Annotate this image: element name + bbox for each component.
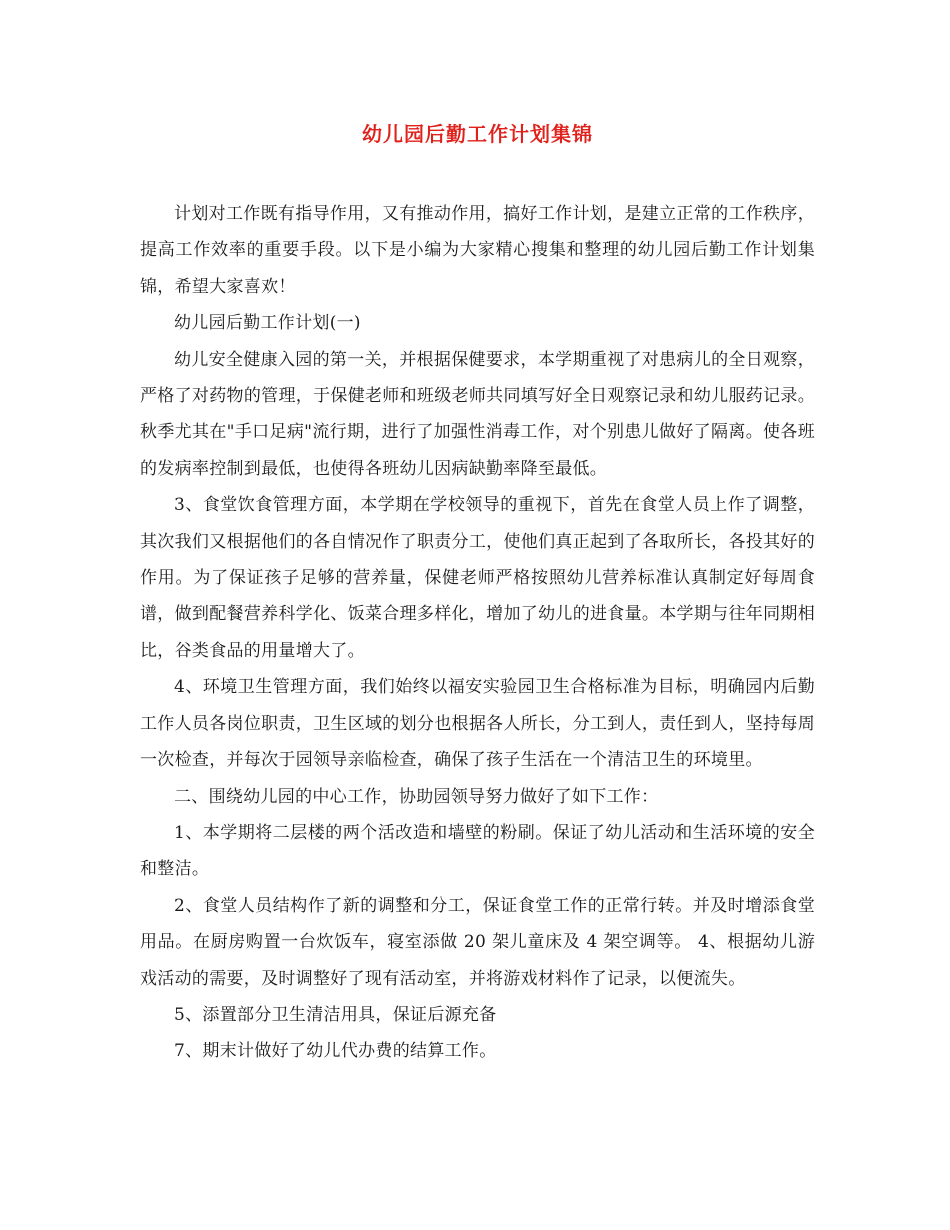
paragraph-item-1: 1、本学期将二层楼的两个活改造和墙壁的粉刷。保证了幼儿活动和生活环境的安全和整洁。 (140, 822, 815, 880)
document-title: 幼儿园后勤工作计划集锦 (362, 122, 593, 146)
paragraph-section-two: 二、围绕幼儿园的中心工作，协助园领导努力做好了如下工作： (174, 786, 659, 807)
paragraph-section-heading: 幼儿园后勤工作计划(一) (174, 313, 361, 334)
paragraph-item-5: 5、添置部分卫生清洁用具，保证后源充备 (174, 1004, 497, 1025)
paragraph-health-safety: 幼儿安全健康入园的第一关，并根据保健要求，本学期重视了对患病儿的全日观察，严格了对药物的管理，于保健老师和班级老师共同填写好全日观察记录和幼儿服药记录。秋季尤其在"手口足病"流行期，进行了加强性消毒工作，对个别患儿做好了隔离。使各班的发病率控制到最低，也使得各班幼儿因病缺勤率降至最低。 (140, 349, 815, 479)
paragraph-item-2: 2、食堂人员结构作了新的调整和分工，保证食堂工作的正常行转。并及时增添食堂用品。在厨房购置一台炊饭车，寝室添做 20 架儿童床及 4 架空调等。 4、根据幼儿游戏活动的需要，及时调整好了现有活动室，并将游戏材料作了记录，以便流失。 (140, 895, 815, 989)
paragraph-intro: 计划对工作既有指导作用，又有推动作用，搞好工作计划，是建立正常的工作秩序，提高工作效率的重要手段。以下是小编为大家精心搜集和整理的幼儿园后勤工作计划集锦，希望大家喜欢！ (140, 204, 815, 297)
paragraph-canteen: 3、食堂饮食管理方面，本学期在学校领导的重视下，首先在食堂人员上作了调整，其次我们又根据他们的各自情况作了职责分工，使他们真正起到了各取所长，各投其好的作用。为了保证孩子足够的营养量，保健老师严格按照幼儿营养标准认真制定好每周食谱，做到配餐营养科学化、饭菜合理多样化，增加了幼儿的进食量。本学期与往年同期相比，谷类食品的用量增大了。 (140, 495, 815, 661)
paragraph-item-7: 7、期末计做好了幼儿代办费的结算工作。 (174, 1041, 497, 1062)
paragraph-environment: 4、环境卫生管理方面，我们始终以福安实验园卫生合格标准为目标，明确园内后勤工作人员各岗位职责，卫生区域的划分也根据各人所长，分工到人，责任到人，坚持每周一次检查，并每次于园领导亲临检查，确保了孩子生活在一个清洁卫生的环境里。 (140, 677, 815, 771)
